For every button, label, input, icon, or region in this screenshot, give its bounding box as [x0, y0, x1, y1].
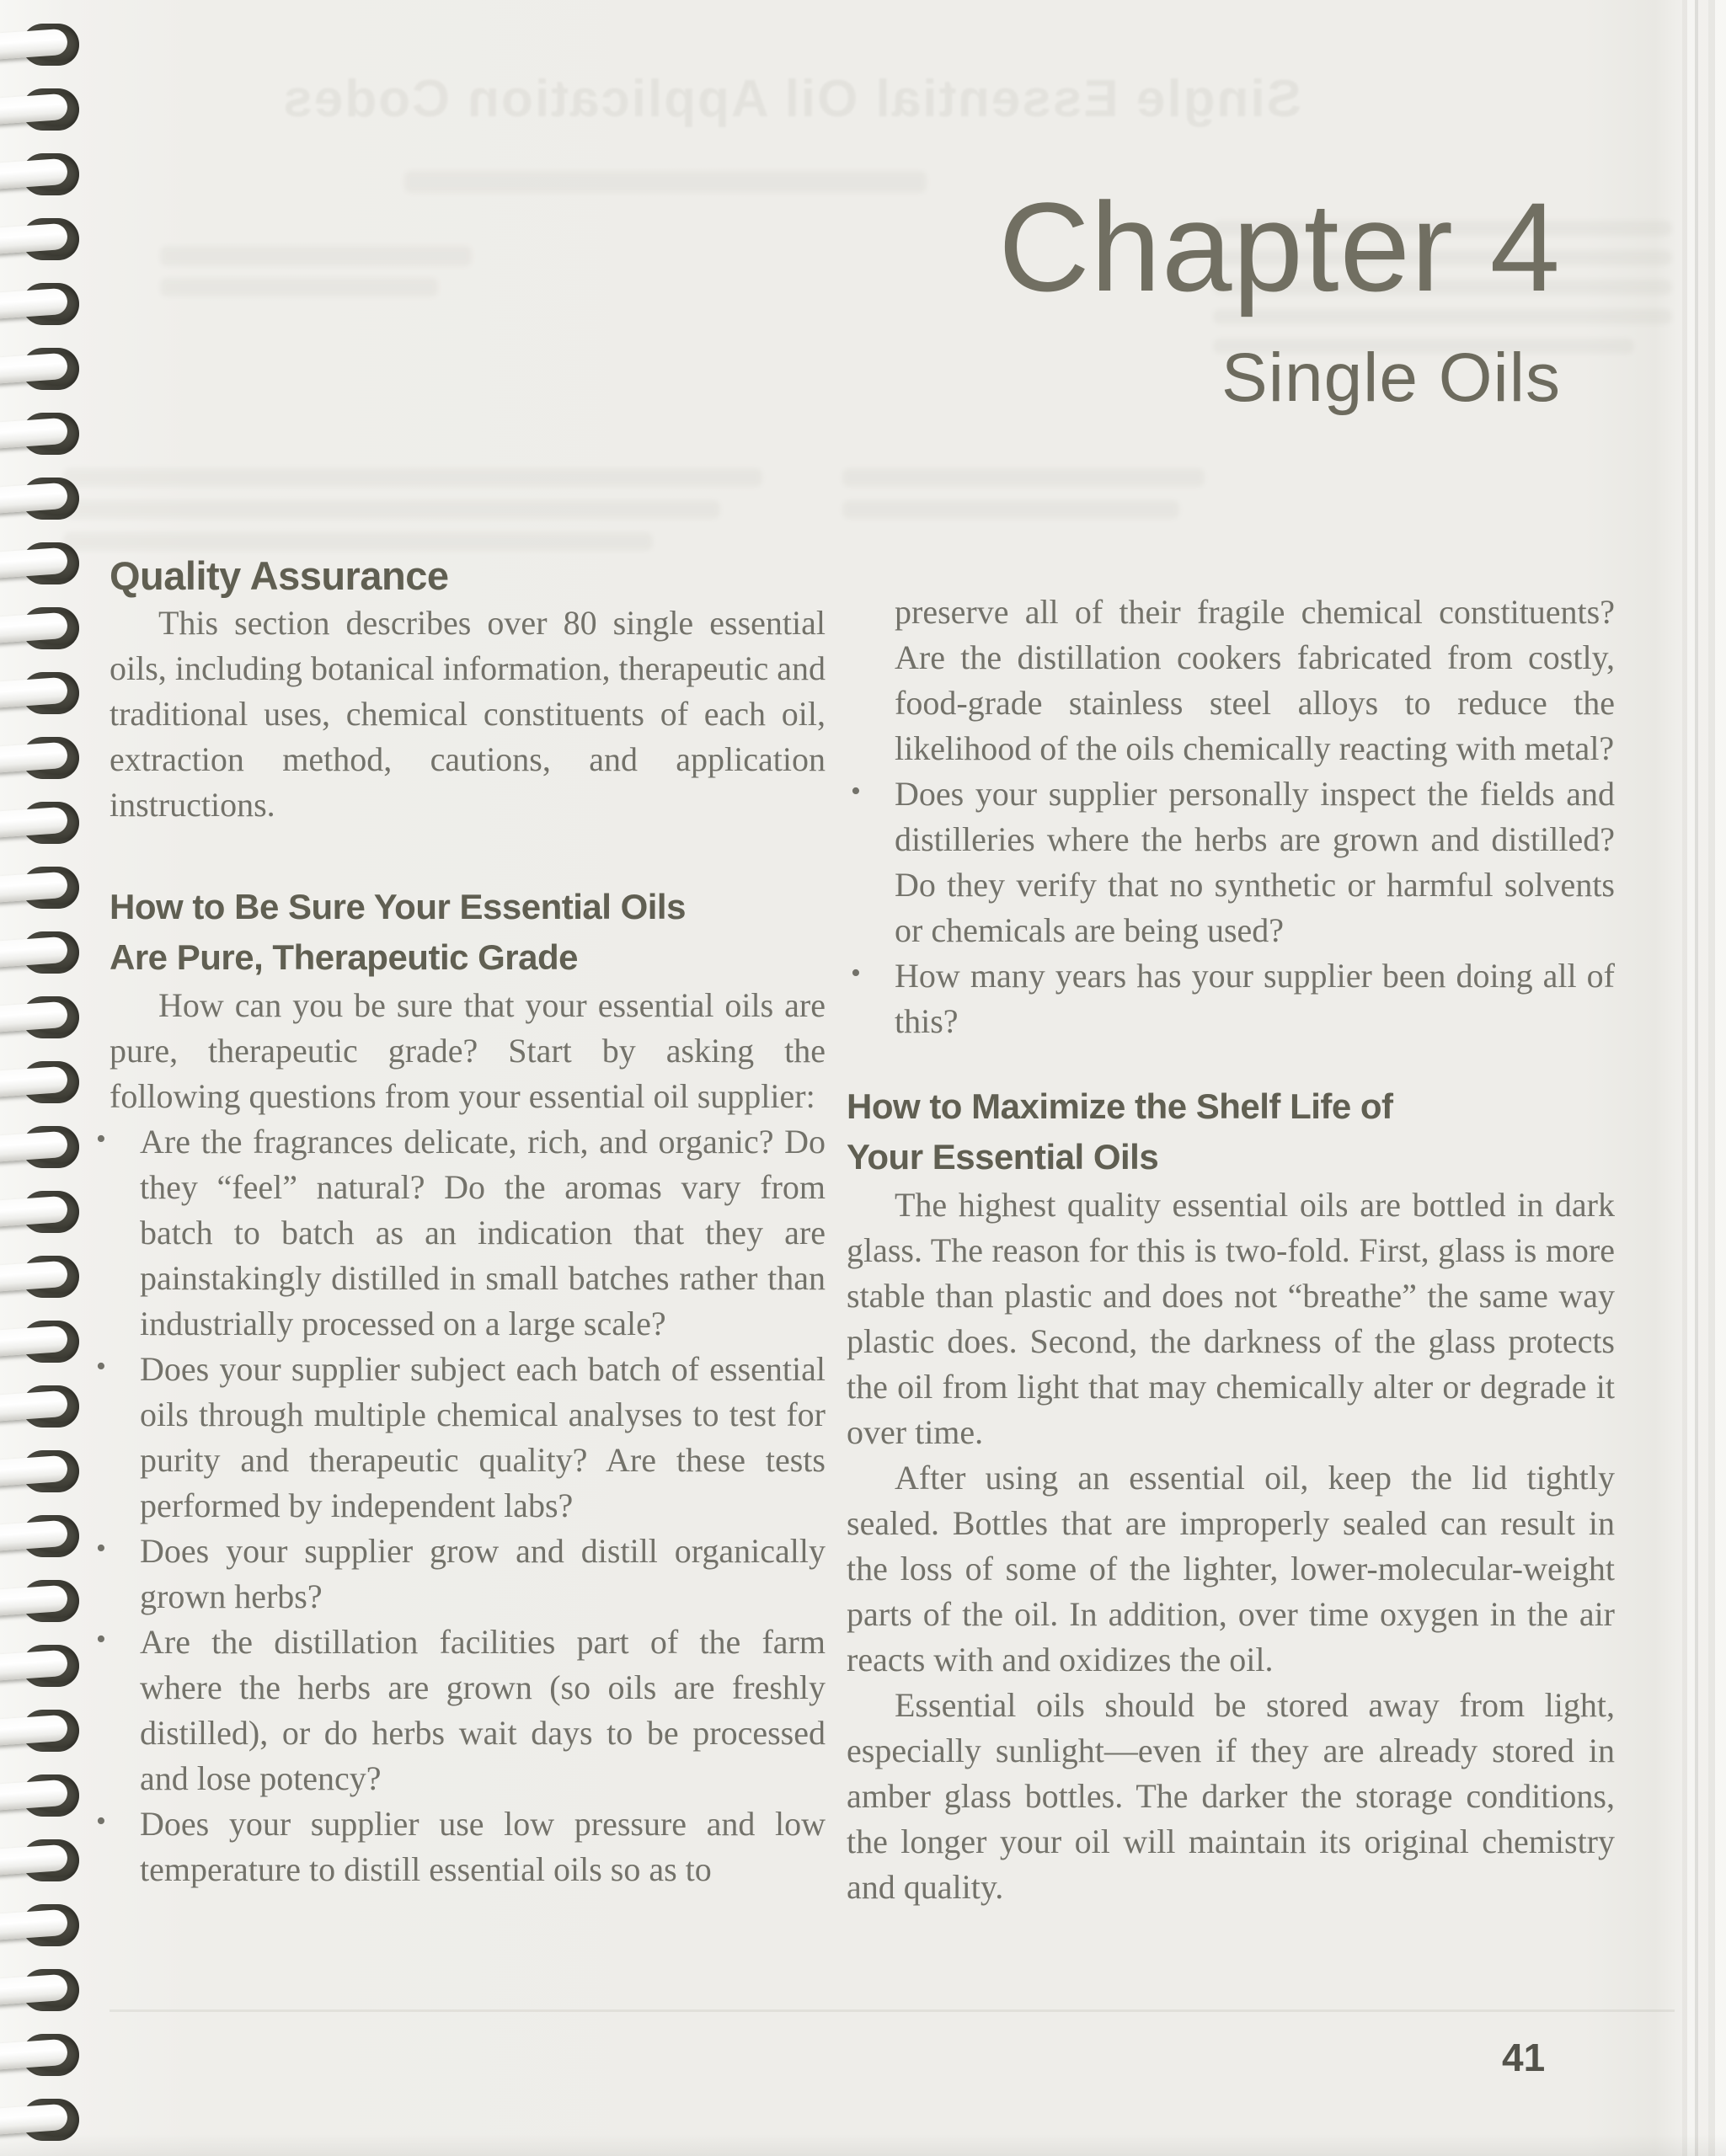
bullet-continuation-paragraph: preserve all of their fragile chemical constituents? Are the distillation cookers fabricated from costly, food-grade stainless steel alloys to reduce the likelihood of the oils chemically reacting with metal?: [895, 593, 1615, 767]
shelf-life-paragraph-2: After using an essential oil, keep the lid tightly sealed. Bottles that are improperly sealed can result in the loss of some of the lighter, lower-molecular-weight parts of the oil. In addition, over time oxygen in the air reacts with and oxidizes the oil.: [847, 1459, 1615, 1678]
bullet-item: • Does your supplier grow and distill organically grown herbs?: [110, 1529, 826, 1620]
quality-assurance-paragraph: This section describes over 80 single essential oils, including botanical information, therapeutic and traditional uses, chemical constituents of each oil, extraction method, cautions, and application instructions.: [110, 604, 826, 824]
left-column: [110, 552, 826, 1892]
bullet-item: • Are the distillation facilities part of the farm where the herbs are grown (so oils are freshly distilled), or do herbs wait days to be processed and lose potency?: [110, 1620, 826, 1801]
spiral-loop: [0, 283, 88, 327]
shelf-life-heading-line-2: Your Essential Oils: [847, 1137, 1159, 1177]
spiral-loop: [0, 1580, 88, 1624]
shelf-life-paragraph-3: Essential oils should be stored away from light, especially sunlight—even if they are already stored in amber glass bottles. The darker the storage conditions, the longer your oil will maintain its original chemistry and quality.: [847, 1686, 1615, 1906]
spiral-loop: [0, 542, 88, 586]
spiral-loop: [0, 2034, 88, 2078]
spiral-loop: [0, 996, 88, 1040]
spiral-loop: [0, 1061, 88, 1105]
shelf-life-heading-line-1: How to Maximize the Shelf Life of: [847, 1086, 1393, 1126]
showthrough-ghost-title: Single Essential Oil Application Codes: [281, 70, 1301, 128]
spiral-loop: [0, 1515, 88, 1559]
spiral-loop: [0, 24, 88, 67]
shelf-life-heading: [847, 1081, 1615, 1182]
chapter-subtitle: Single Oils: [1221, 339, 1561, 416]
showthrough-ghost-bar: [63, 500, 720, 519]
spiral-loop: [0, 1191, 88, 1235]
spiral-loop: [0, 88, 88, 132]
bullet-item: • Does your supplier use low pressure and low temperature to distill essential oils so as to: [110, 1801, 826, 1892]
showthrough-ghost-bar: [63, 468, 762, 487]
pure-grade-heading-line-2: Are Pure, Therapeutic Grade: [110, 937, 579, 977]
spiral-loop: [0, 1969, 88, 2013]
showthrough-ghost-bar: [404, 171, 927, 193]
bullet-item: • How many years has your supplier been doing all of this?: [847, 953, 1615, 1044]
pure-grade-heading: [110, 882, 826, 983]
showthrough-ghost-bar: [160, 246, 472, 266]
spiral-loop: [0, 1385, 88, 1429]
spiral-loop: [0, 867, 88, 910]
pure-grade-bullet-list: [110, 1119, 826, 1892]
supplier-bullet-list: [847, 771, 1615, 1044]
spiral-loop: [0, 1710, 88, 1753]
spiral-loop: [0, 607, 88, 651]
spiral-loop: [0, 348, 88, 392]
bullet-item: • Does your supplier subject each batch of essential oils through multiple chemical analyses to test for purity and therapeutic quality? Are these tests performed by independent labs?: [110, 1347, 826, 1529]
bullet-item: • Does your supplier personally inspect the fields and distilleries where the herbs are grown and distilled? Do they verify that no synthetic or harmful solvents or chemicals are being used?: [847, 771, 1615, 953]
spiral-loop: [0, 1904, 88, 1948]
spiral-loop: [0, 1645, 88, 1689]
spiral-loop: [0, 218, 88, 262]
pure-grade-heading-line-1: How to Be Sure Your Essential Oils: [110, 887, 686, 926]
spiral-loop: [0, 672, 88, 716]
pure-grade-intro: How can you be sure that your essential oils are pure, therapeutic grade? Start by asking the following questions from your essential oil supplier:: [110, 986, 826, 1115]
spiral-loop: [0, 1126, 88, 1170]
spiral-loop: [0, 1256, 88, 1299]
showthrough-ghost-bar: [160, 278, 438, 296]
bullet-item: • Are the fragrances delicate, rich, and organic? Do they “feel” natural? Do the aromas vary from batch to batch as an indication that they are painstakingly distilled in small batches rather than industrially processed on a large scale?: [110, 1119, 826, 1347]
showthrough-ghost-bar: [842, 468, 1205, 487]
spiral-loop: [0, 931, 88, 975]
spiral-loop: [0, 737, 88, 781]
spiral-loop: [0, 1774, 88, 1818]
spiral-loop: [0, 802, 88, 846]
spiral-loop: [0, 153, 88, 197]
spiral-loop: [0, 1321, 88, 1364]
shelf-life-paragraph-1: The highest quality essential oils are bottled in dark glass. The reason for this is two-fold. First, glass is more stable than plastic and does not “breathe” the same way plastic does. Second, the darkness of the glass protects the oil from light that may chemically alter or degrade it over time.: [847, 1186, 1615, 1451]
showthrough-ghost-bar: [842, 500, 1179, 519]
quality-assurance-heading: Quality Assurance: [110, 553, 449, 598]
showthrough-rule: [110, 2009, 1675, 2012]
page-number: 41: [1502, 2036, 1546, 2079]
spiral-loop: [0, 1839, 88, 1883]
showthrough-ghost-bar: [63, 532, 653, 551]
spiral-loop: [0, 478, 88, 521]
spiral-loop: [0, 413, 88, 456]
page-bottom-shade: [0, 2134, 1726, 2156]
chapter-title: Chapter 4: [998, 176, 1561, 318]
spiral-loop: [0, 1450, 88, 1494]
spiral-binding: [0, 0, 101, 2156]
page-edge-shadow: [1682, 0, 1726, 2156]
right-column: [847, 590, 1615, 1910]
